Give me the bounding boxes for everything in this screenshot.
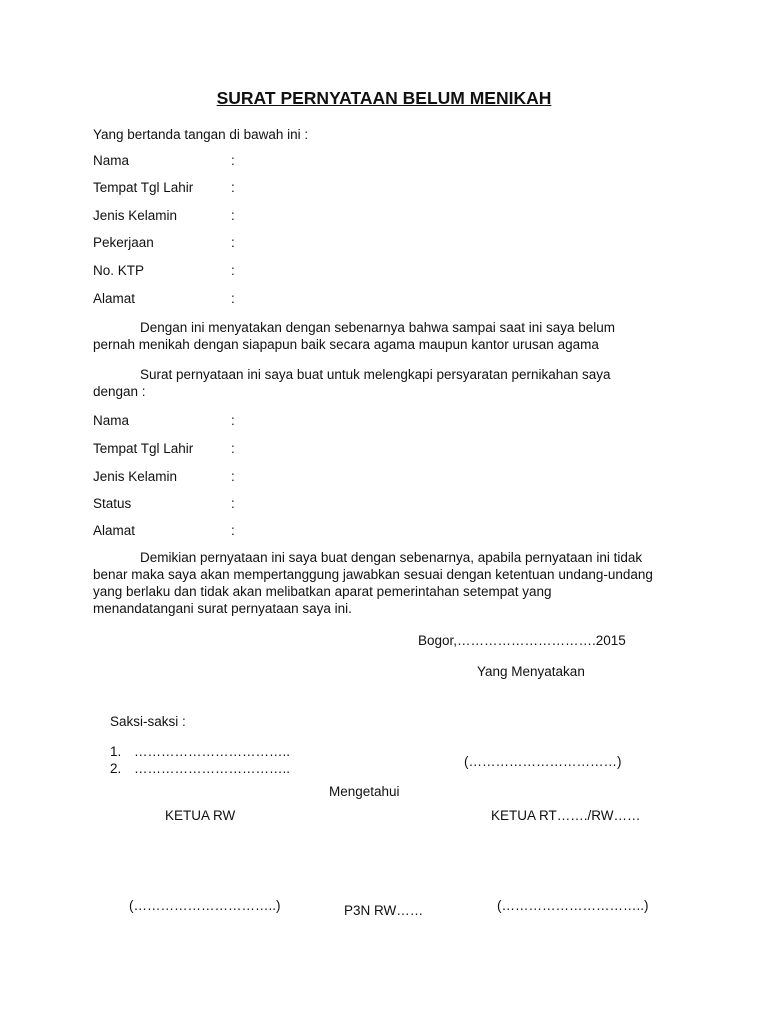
field-label-address: Alamat bbox=[93, 291, 136, 306]
field-label-address: Alamat bbox=[93, 523, 136, 538]
acknowledged-label: Mengetahui bbox=[329, 784, 400, 799]
field-label-status: Status bbox=[93, 496, 132, 511]
ketua-rw-label: KETUA RW bbox=[165, 808, 236, 823]
field-label-birth: Tempat Tgl Lahir bbox=[93, 180, 194, 195]
field-label-name: Nama bbox=[93, 413, 130, 428]
field-label-ktp: No. KTP bbox=[93, 263, 145, 278]
field-colon: : bbox=[231, 235, 235, 250]
field-label-birth: Tempat Tgl Lahir bbox=[93, 441, 194, 456]
field-colon: : bbox=[231, 208, 235, 223]
field-label-name: Nama bbox=[93, 153, 130, 168]
closing-paragraph bbox=[93, 549, 653, 617]
date-line: Bogor,………………………….2015 bbox=[418, 633, 626, 648]
declarant-signature-line: (……………………………) bbox=[464, 754, 622, 769]
field-colon: : bbox=[231, 291, 235, 306]
field-colon: : bbox=[231, 496, 235, 511]
paragraph-2: Surat pernyataan ini saya buat untuk melengkapi persyaratan pernikahan saya dengan : bbox=[93, 367, 611, 399]
field-colon: : bbox=[231, 153, 235, 168]
intro-text: Yang bertanda tangan di bawah ini : bbox=[93, 127, 309, 142]
paragraph-3: Demikian pernyataan ini saya buat dengan sebenarnya, apabila pernyataan ini tidak benar maka saya akan mempertanggung jawabkan sesuai dengan ketentuan undang-undang yang berlaku dan tidak akan melibatkan aparat pemerintahan setempat yang menandatangani surat pernyataan saya ini. bbox=[93, 550, 653, 616]
document-title: SURAT PERNYATAAN BELUM MENIKAH bbox=[216, 88, 552, 108]
field-colon: : bbox=[231, 523, 235, 538]
field-colon: : bbox=[231, 413, 235, 428]
field-label-gender: Jenis Kelamin bbox=[93, 208, 178, 223]
p3n-label: P3N RW…… bbox=[344, 903, 424, 918]
witness-number: 2. bbox=[110, 761, 122, 776]
field-label-occupation: Pekerjaan bbox=[93, 235, 154, 250]
declarant-label: Yang Menyatakan bbox=[477, 664, 585, 679]
field-colon: : bbox=[231, 180, 235, 195]
statement-paragraph bbox=[93, 319, 653, 353]
rw-signature-line: (…………………………..) bbox=[129, 898, 281, 913]
ketua-rt-label: KETUA RT……./RW…… bbox=[491, 808, 641, 823]
field-colon: : bbox=[231, 441, 235, 456]
witness-line: …………………………….. bbox=[134, 744, 291, 759]
field-colon: : bbox=[231, 263, 235, 278]
field-label-gender: Jenis Kelamin bbox=[93, 469, 178, 484]
rt-signature-line: (…………………………..) bbox=[497, 898, 649, 913]
paragraph-1: Dengan ini menyatakan dengan sebenarnya bahwa sampai saat ini saya belum pernah menikah dengan siapapun baik secara agama maupun kantor urusan agama bbox=[93, 320, 616, 352]
witness-label: Saksi-saksi : bbox=[110, 714, 186, 729]
witness-number: 1. bbox=[110, 744, 122, 759]
field-colon: : bbox=[231, 469, 235, 484]
purpose-paragraph bbox=[93, 366, 653, 400]
witness-line: …………………………….. bbox=[134, 761, 291, 776]
